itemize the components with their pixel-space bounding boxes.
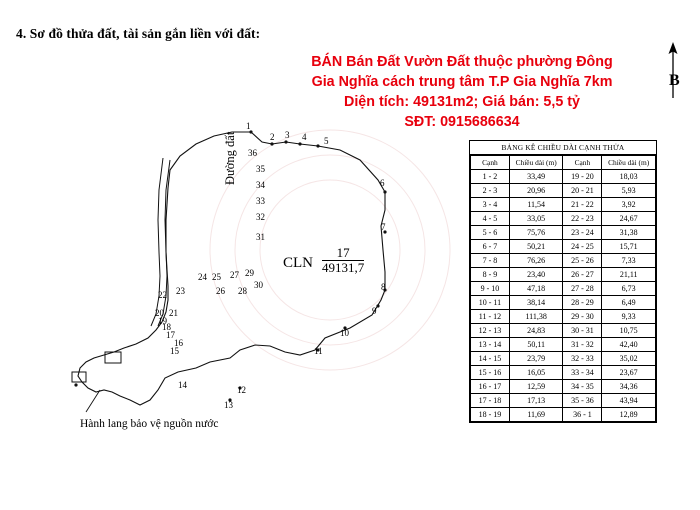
table-cell: 10,75 <box>602 324 656 338</box>
table-row <box>471 380 656 394</box>
table-cell: 27 - 28 <box>563 282 602 296</box>
table-cell: 31,38 <box>602 226 656 240</box>
table-row <box>471 408 656 422</box>
vertex-label-27: 27 <box>230 270 239 280</box>
table-cell: 12,59 <box>509 380 563 394</box>
table-cell: 3 - 4 <box>471 198 510 212</box>
vertex-label-2: 2 <box>270 132 275 142</box>
table-cell: 34 - 35 <box>563 380 602 394</box>
parcel-area: 49131,7 <box>322 260 365 275</box>
table-cell: 5 - 6 <box>471 226 510 240</box>
table-cell: 15,71 <box>602 240 656 254</box>
vertex-label-26: 26 <box>216 286 225 296</box>
table-row <box>471 268 656 282</box>
parcel-number-area <box>322 246 364 275</box>
table-row <box>471 394 656 408</box>
vertex-label-13: 13 <box>224 400 233 410</box>
side-length-table <box>469 140 657 423</box>
vertex-label-10: 10 <box>340 328 349 338</box>
table-cell: 28 - 29 <box>563 296 602 310</box>
column-header-canh-1: Cạnh <box>471 156 510 170</box>
compass-label: B <box>669 72 680 89</box>
table-cell: 111,38 <box>509 310 563 324</box>
advert-phone: SĐT: 0915686634 <box>404 114 520 130</box>
table-cell: 16,05 <box>509 366 563 380</box>
table-cell: 24,67 <box>602 212 656 226</box>
table-cell: 25 - 26 <box>563 254 602 268</box>
table-cell: 22 - 23 <box>563 212 602 226</box>
table-row <box>471 198 656 212</box>
table-row <box>471 240 656 254</box>
table-cell: 20 - 21 <box>563 184 602 198</box>
vertex-label-16: 16 <box>174 338 183 348</box>
vertex-label-15: 15 <box>170 346 179 356</box>
table-cell: 24,83 <box>509 324 563 338</box>
table-cell: 47,18 <box>509 282 563 296</box>
vertex-label-24: 24 <box>198 272 207 282</box>
column-header-canh-2: Cạnh <box>563 156 602 170</box>
table-row <box>471 170 656 184</box>
table-row <box>471 296 656 310</box>
table-cell: 12,89 <box>602 408 656 422</box>
table-row <box>471 212 656 226</box>
road-label: Đường đất <box>223 131 237 185</box>
vertex-label-17: 17 <box>166 330 175 340</box>
vertex-label-12: 12 <box>237 385 246 395</box>
column-header-length-2: Chiều dài (m) <box>602 156 656 170</box>
vertex-label-4: 4 <box>302 132 307 142</box>
table-cell: 26 - 27 <box>563 268 602 282</box>
table-title: BẢNG KÊ CHIỀU DÀI CẠNH THỬA <box>470 141 656 155</box>
table-row <box>471 366 656 380</box>
vertex-label-7: 7 <box>381 222 386 232</box>
advert-line-3: Diện tích: 49131m2; Giá bán: 5,5 tỷ <box>344 94 580 110</box>
table-header-row <box>471 156 656 170</box>
table-cell: 75,76 <box>509 226 563 240</box>
table-cell: 42,40 <box>602 338 656 352</box>
vertex-label-6: 6 <box>380 178 385 188</box>
table-cell: 16 - 17 <box>471 380 510 394</box>
table-cell: 6 - 7 <box>471 240 510 254</box>
table-cell: 38,14 <box>509 296 563 310</box>
table-cell: 35,02 <box>602 352 656 366</box>
vertex-label-31: 31 <box>256 232 265 242</box>
advert-line-1: BÁN Bán Đất Vườn Đất thuộc phường Đông <box>311 54 613 70</box>
table-cell: 50,11 <box>509 338 563 352</box>
table-cell: 32 - 33 <box>563 352 602 366</box>
table-cell: 33 - 34 <box>563 366 602 380</box>
table-cell: 24 - 25 <box>563 240 602 254</box>
column-header-length-1: Chiều dài (m) <box>509 156 563 170</box>
vertex-label-1: 1 <box>246 121 251 131</box>
table-cell: 5,93 <box>602 184 656 198</box>
table-cell: 21 - 22 <box>563 198 602 212</box>
table-cell: 1 - 2 <box>471 170 510 184</box>
vertex-label-23: 23 <box>176 286 185 296</box>
vertex-label-34: 34 <box>256 180 265 190</box>
table-cell: 31 - 32 <box>563 338 602 352</box>
table-cell: 18 - 19 <box>471 408 510 422</box>
table-cell: 43,94 <box>602 394 656 408</box>
table-cell: 10 - 11 <box>471 296 510 310</box>
table-cell: 30 - 31 <box>563 324 602 338</box>
parcel-code: CLN <box>283 255 313 271</box>
vertex-label-14: 14 <box>178 380 187 390</box>
vertex-label-35: 35 <box>256 164 265 174</box>
table-cell: 7,33 <box>602 254 656 268</box>
vertex-label-11: 11 <box>314 346 323 356</box>
table-cell: 6,49 <box>602 296 656 310</box>
vertex-label-22: 22 <box>158 290 167 300</box>
vertex-label-25: 25 <box>212 272 221 282</box>
table-cell: 6,73 <box>602 282 656 296</box>
advert-line-2: Gia Nghĩa cách trung tâm T.P Gia Nghĩa 7km <box>311 74 613 90</box>
table-cell: 34,36 <box>602 380 656 394</box>
table-cell: 76,26 <box>509 254 563 268</box>
page-title: 4. Sơ đồ thửa đất, tài sản gắn liền với đất: <box>16 26 261 41</box>
table-cell: 7 - 8 <box>471 254 510 268</box>
table-cell: 9 - 10 <box>471 282 510 296</box>
table-cell: 35 - 36 <box>563 394 602 408</box>
table-row <box>471 310 656 324</box>
table-cell: 9,33 <box>602 310 656 324</box>
table-cell: 14 - 15 <box>471 352 510 366</box>
table-cell: 2 - 3 <box>471 184 510 198</box>
table-cell: 33,49 <box>509 170 563 184</box>
table-cell: 11 - 12 <box>471 310 510 324</box>
table-cell: 15 - 16 <box>471 366 510 380</box>
table-row <box>471 282 656 296</box>
parcel-number: 17 <box>322 246 364 261</box>
vertex-label-33: 33 <box>256 196 265 206</box>
vertex-label-3: 3 <box>285 130 290 140</box>
table-cell: 33,05 <box>509 212 563 226</box>
vertex-label-29: 29 <box>245 268 254 278</box>
table-row <box>471 226 656 240</box>
vertex-label-9: 9 <box>372 306 377 316</box>
table-cell: 36 - 1 <box>563 408 602 422</box>
table-cell: 13 - 14 <box>471 338 510 352</box>
vertex-label-30: 30 <box>254 280 263 290</box>
table-cell: 19 - 20 <box>563 170 602 184</box>
table-cell: 29 - 30 <box>563 310 602 324</box>
table-row <box>471 324 656 338</box>
table-row <box>471 184 656 198</box>
table-cell: 23,40 <box>509 268 563 282</box>
table-row <box>471 254 656 268</box>
table-cell: 12 - 13 <box>471 324 510 338</box>
table-row <box>471 352 656 366</box>
table <box>470 155 656 422</box>
compass <box>655 40 691 100</box>
table-cell: 3,92 <box>602 198 656 212</box>
table-cell: 11,69 <box>509 408 563 422</box>
vertex-label-28: 28 <box>238 286 247 296</box>
vertex-label-20: 20 <box>155 308 164 318</box>
table-cell: 4 - 5 <box>471 212 510 226</box>
vertex-label-18: 18 <box>162 322 171 332</box>
vertex-label-5: 5 <box>324 136 329 146</box>
table-cell: 23,67 <box>602 366 656 380</box>
table-cell: 17,13 <box>509 394 563 408</box>
vertex-label-8: 8 <box>381 282 386 292</box>
table-cell: 18,03 <box>602 170 656 184</box>
table-cell: 20,96 <box>509 184 563 198</box>
table-cell: 23 - 24 <box>563 226 602 240</box>
table-cell: 8 - 9 <box>471 268 510 282</box>
vertex-label-19: 19 <box>158 316 167 326</box>
table-cell: 50,21 <box>509 240 563 254</box>
north-arrow-icon <box>655 40 691 100</box>
vertex-label-21: 21 <box>169 308 178 318</box>
corridor-note: Hành lang bảo vệ nguồn nước <box>80 418 219 430</box>
vertex-label-36: 36 <box>248 148 257 158</box>
table-cell: 17 - 18 <box>471 394 510 408</box>
table-cell: 23,79 <box>509 352 563 366</box>
vertex-label-32: 32 <box>256 212 265 222</box>
table-row <box>471 338 656 352</box>
table-cell: 11,54 <box>509 198 563 212</box>
table-body <box>471 170 656 422</box>
table-cell: 21,11 <box>602 268 656 282</box>
